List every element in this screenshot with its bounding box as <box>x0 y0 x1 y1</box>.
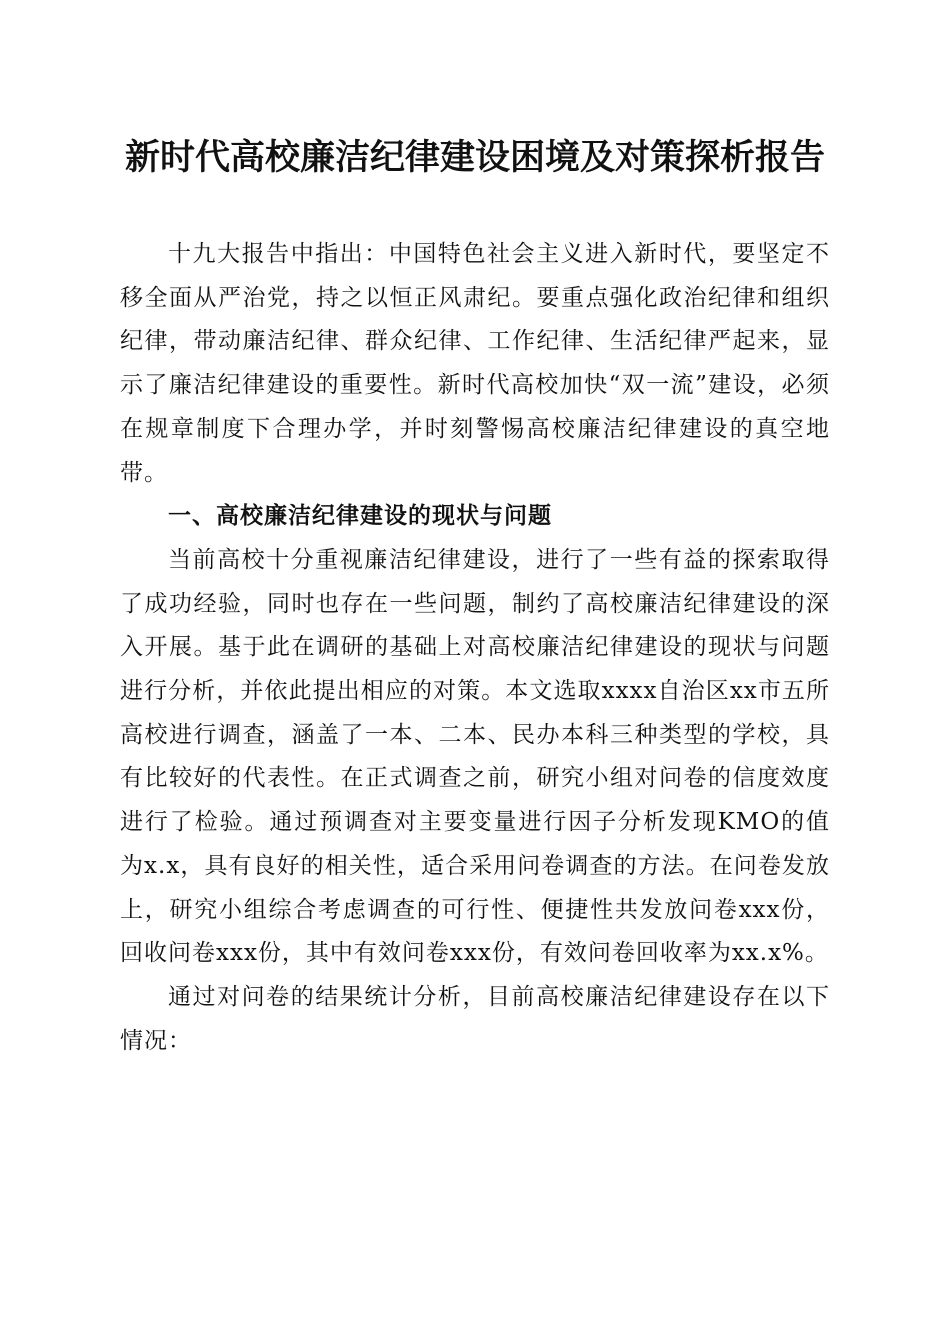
document-title: 新时代高校廉洁纪律建设困境及对策探析报告 <box>124 137 825 178</box>
intro-paragraph: 十九大报告中指出：中国特色社会主义进入新时代，要坚定不移全面从严治党，持之以恒正风肃纪。要重点强化政治纪律和组织纪律，带动廉洁纪律、群众纪律、工作纪律、生活纪律严起来，显示了廉洁纪律建设的重要性。新时代高校加快“双一流”建设，必须在规章制度下合理办学，并时刻警惕高校廉洁纪律建设的真空地带。 <box>120 241 830 486</box>
section-heading: 一、高校廉洁纪律建设的现状与问题 <box>168 503 552 530</box>
section-paragraph: 当前高校十分重视廉洁纪律建设，进行了一些有益的探索取得了成功经验，同时也存在一些问题，制约了高校廉洁纪律建设的深入开展。基于此在调研的基础上对高校廉洁纪律建设的现状与问题进行分析，并依此提出相应的对策。本文选取xxxx自治区xx市五所高校进行调查，涵盖了一本、二本、民办本科三种类型的学校，具有比较好的代表性。在正式调查之前，研究小组对问卷的信度效度进行了检验。通过预调查对主要变量进行因子分析发现KMO的值为x.x，具有良好的相关性，适合采用问卷调查的方法。在问卷发放上，研究小组综合考虑调查的可行性、便捷性共发放问卷xxx份，回收问卷xxx份，其中有效问卷xxx份，有效问卷回收率为xx.x%。 <box>120 546 830 967</box>
section-paragraph: 通过对问卷的结果统计分析，目前高校廉洁纪律建设存在以下情况： <box>120 983 830 1054</box>
document-body <box>120 233 830 1063</box>
